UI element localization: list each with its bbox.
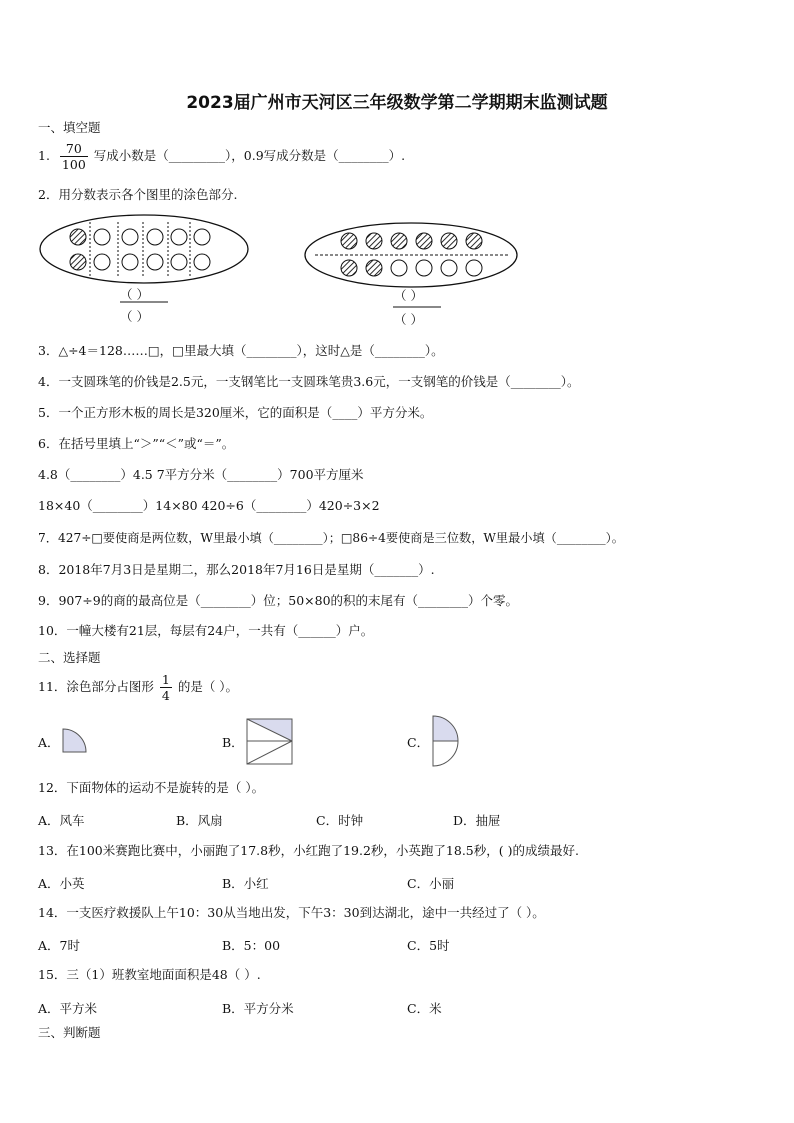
question-8: 8．2018年7月3日是星期二，那么2018年7月16日是星期（_______）. [38, 562, 435, 577]
question-1 [38, 141, 405, 172]
question-2-text: 2．用分数表示各个图里的涂色部分. [38, 187, 238, 202]
answer-blank-right-top[interactable]: （ ） [394, 288, 423, 303]
question-11 [38, 672, 238, 703]
question-1-number: 1. [38, 148, 50, 163]
question-3: 3．△÷4＝128……□，□里最大填（________），这时△是（________）。 [38, 343, 444, 358]
option-14-c[interactable]: C．5时 [407, 938, 450, 953]
section-fill-blank: 一、填空题 [38, 120, 101, 135]
section-multiple-choice: 二、选择题 [38, 650, 101, 665]
fraction-denominator: 4 [161, 688, 170, 703]
question-13: 13．在100米赛跑比赛中，小丽跑了17.8秒，小红跑了19.2秒，小英跑了18.5秒，( )的成绩最好. [38, 843, 579, 858]
fraction-1-4 [160, 672, 172, 703]
question-6: 6．在括号里填上“＞”“＜”或“＝”。 [38, 436, 235, 451]
option-11-b-label[interactable]: B． [222, 735, 244, 750]
quarter-circle-shape[interactable] [62, 728, 90, 754]
question-6-line-2: 18×40（________）14×80 420÷6（________）420÷3×2 [38, 498, 380, 513]
option-11-c-label[interactable]: C． [407, 735, 430, 750]
answer-blank-right-bottom[interactable]: （ ） [394, 312, 423, 327]
question-6-line-1: 4.8（________）4.5 7平方分米（________）700平方厘米 [38, 467, 364, 482]
option-12-c[interactable]: C．时钟 [316, 813, 364, 828]
option-13-b[interactable]: B．小红 [222, 876, 269, 891]
option-12-a[interactable]: A．风车 [38, 813, 85, 828]
option-15-c[interactable]: C．米 [407, 1001, 442, 1016]
fraction-numerator: 70 [60, 141, 88, 157]
option-13-a[interactable]: A．小英 [38, 876, 85, 891]
square-divided-shape[interactable] [246, 718, 294, 766]
section-true-false: 三、判断题 [38, 1025, 101, 1040]
option-15-b[interactable]: B．平方分米 [222, 1001, 294, 1016]
oval-outline [40, 215, 248, 283]
question-15: 15．三（1）班教室地面面积是48（ ）. [38, 967, 261, 982]
fraction-70-100 [60, 141, 88, 172]
answer-blank-left-top[interactable]: （ ） [120, 287, 149, 302]
semicircle-shape[interactable] [432, 715, 460, 767]
question-4: 4．一支圆珠笔的价钱是2.5元，一支钢笔比一支圆珠笔贵3.6元，一支钢笔的价钱是（________）。 [38, 374, 580, 389]
option-12-d[interactable]: D．抽屉 [453, 813, 501, 828]
question-11-prefix: 11．涂色部分占图形 [38, 679, 154, 694]
option-14-b[interactable]: B．5：00 [222, 938, 281, 953]
option-13-c[interactable]: C．小丽 [407, 876, 455, 891]
question-9: 9．907÷9的商的最高位是（________）位；50×80的积的末尾有（________）个零。 [38, 593, 519, 608]
question-12: 12．下面物体的运动不是旋转的是（ ）。 [38, 780, 265, 795]
question-5: 5．一个正方形木板的周长是320厘米，它的面积是（____）平方分米。 [38, 405, 433, 420]
option-15-a[interactable]: A．平方米 [38, 1001, 98, 1016]
option-14-a[interactable]: A．7时 [38, 938, 80, 953]
question-1-text: 写成小数是（_________），0.9写成分数是（________）. [93, 148, 406, 163]
fraction-numerator: 1 [161, 672, 170, 687]
fraction-denominator: 100 [61, 157, 86, 172]
option-11-a-label[interactable]: A． [38, 735, 60, 750]
question-10: 10．一幢大楼有21层，每层有24户，一共有（______）户。 [38, 623, 374, 638]
question-7: 7．427÷□要使商是两位数，W里最小填（________）；□86÷4要使商是三位数，W里最小填（________）。 [38, 531, 624, 545]
answer-blank-left-bottom[interactable]: （ ） [120, 309, 149, 324]
question-14: 14．一支医疗救援队上午10：30从当地出发，下午3：30到达湖北，途中一共经过了（ ）。 [38, 905, 545, 920]
question-11-suffix: 的是（ ）。 [177, 679, 239, 694]
option-12-b[interactable]: B．风扇 [176, 813, 223, 828]
page-title: 2023届广州市天河区三年级数学第二学期期末监测试题 [186, 93, 608, 113]
